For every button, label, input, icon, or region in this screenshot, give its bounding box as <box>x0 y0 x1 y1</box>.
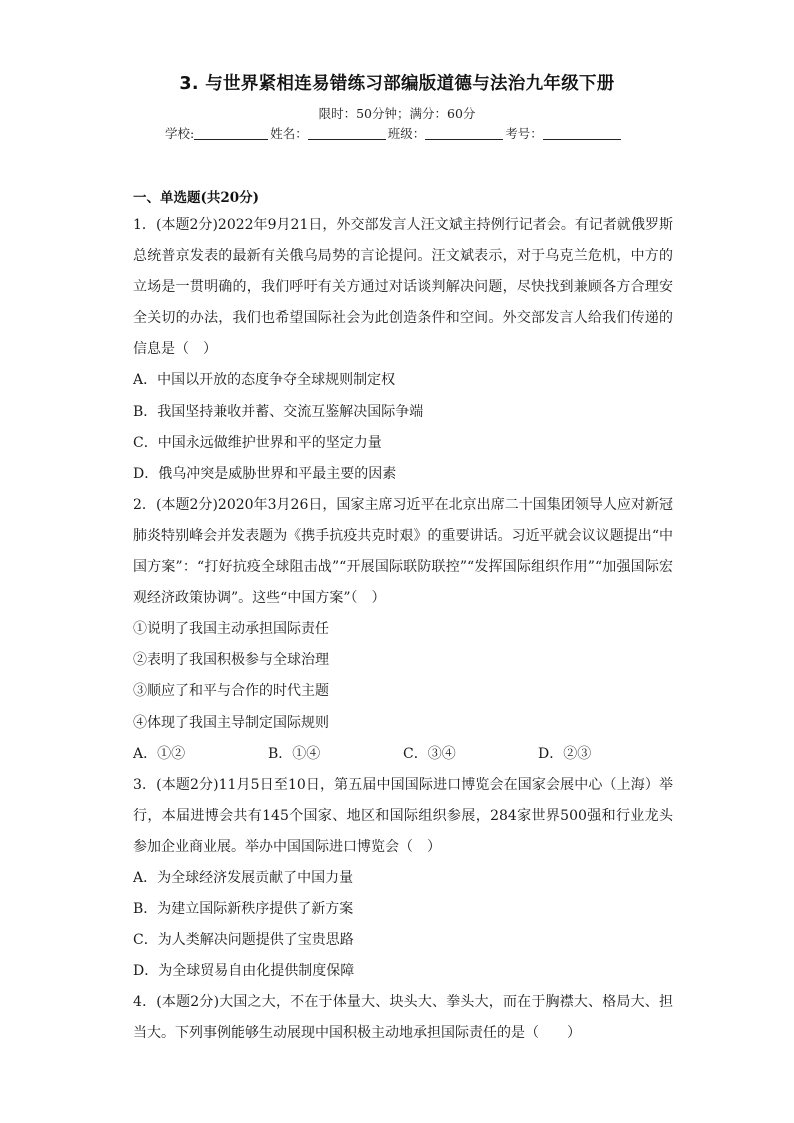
option-a[interactable]: A．①② <box>133 745 186 762</box>
question-2 <box>133 490 673 770</box>
statement-3: ③顺应了和平与合作的时代主题 <box>133 683 329 700</box>
option-d[interactable]: D．②③ <box>538 745 592 762</box>
question-stem: 4．(本题2分)大国之大，不在于体量大、块头大、拳头大，而在于胸襟大、格局大、担当大。下列事例能够生动展现中国积极主动地承担国际责任的是（ ） <box>133 994 673 1042</box>
statement-2: ②表明了我国积极参与全球治理 <box>133 652 329 669</box>
time-limit: 限时：50分钟；满分：60分 <box>318 106 476 121</box>
school-label: 学校: <box>165 126 195 141</box>
class-label: 班级： <box>387 126 426 141</box>
statement-1: ①说明了我国主动承担国际责任 <box>133 621 329 638</box>
option-d[interactable]: D．俄乌冲突是威胁世界和平最主要的因素 <box>133 465 397 482</box>
option-a[interactable]: A．中国以开放的态度争夺全球规则制定权 <box>133 372 396 389</box>
questions-body <box>133 210 673 1050</box>
student-info-fields <box>165 124 645 142</box>
exam-no-label: 考号： <box>505 126 543 141</box>
option-c[interactable]: C．③④ <box>403 745 456 762</box>
question-stem: 1．(本题2分)2022年9月21日，外交部发言人汪文斌主持例行记者会。有记者就俄罗斯总统普京发表的最新有关俄乌局势的言论提问。汪文斌表示，对于乌克兰危机，中方的立场是一贯明确的，我们呼吁有关方通过对话谈判解决问题，尽快找到兼顾各方合理安全关切的办法，我们也希望国际社会为此创造条件和空间。外交部发言人给我们传递的信息是（ ） <box>133 217 673 358</box>
question-1 <box>133 210 673 490</box>
options-row <box>133 739 673 770</box>
question-stem: 3．(本题2分)11月5日至10日，第五届中国国际进口博览会在国家会展中心（上海）举行，本届进博会共有145个国家、地区和国际组织参展，284家世界500强和行业龙头参加企业商业展。举办中国国际进口博览会（ ） <box>133 776 673 855</box>
class-blank[interactable] <box>425 126 503 140</box>
section-heading: 一、单选题(共20分) <box>133 190 260 206</box>
option-c[interactable]: C．为人类解决问题提供了宝贵思路 <box>133 932 354 949</box>
statement-4: ④体现了我国主导制定国际规则 <box>133 714 329 731</box>
name-label: 姓名： <box>270 126 308 141</box>
school-blank[interactable] <box>194 126 268 140</box>
option-c[interactable]: C．中国永远做维护世界和平的坚定力量 <box>133 434 382 451</box>
option-b[interactable]: B．我国坚持兼收并蓄、交流互鉴解决国际争端 <box>133 403 424 420</box>
exam-no-blank[interactable] <box>543 126 621 140</box>
question-3 <box>133 770 673 988</box>
question-stem: 2．(本题2分)2020年3月26日，国家主席习近平在北京出席二十国集团领导人应对新冠肺炎特别峰会并发表题为《携手抗疫共克时艰》的重要讲话。习近平就会议议题提出“中国方案”：“打好抗疫全球阻击战”“开展国际联防联控”“发挥国际组织作用”“加强国际宏观经济政策协调”。这些“中国方案”（ ） <box>133 496 673 607</box>
option-a[interactable]: A．为全球经济发展贡献了中国力量 <box>133 869 354 886</box>
name-blank[interactable] <box>308 126 386 140</box>
option-b[interactable]: B．①④ <box>268 745 321 762</box>
option-d[interactable]: D．为全球贸易自由化提供制度保障 <box>133 963 355 980</box>
question-4 <box>133 987 673 1049</box>
exam-title: 3. 与世界紧相连易错练习部编版道德与法治九年级下册 <box>179 74 615 94</box>
option-b[interactable]: B．为建立国际新秩序提供了新方案 <box>133 901 354 918</box>
